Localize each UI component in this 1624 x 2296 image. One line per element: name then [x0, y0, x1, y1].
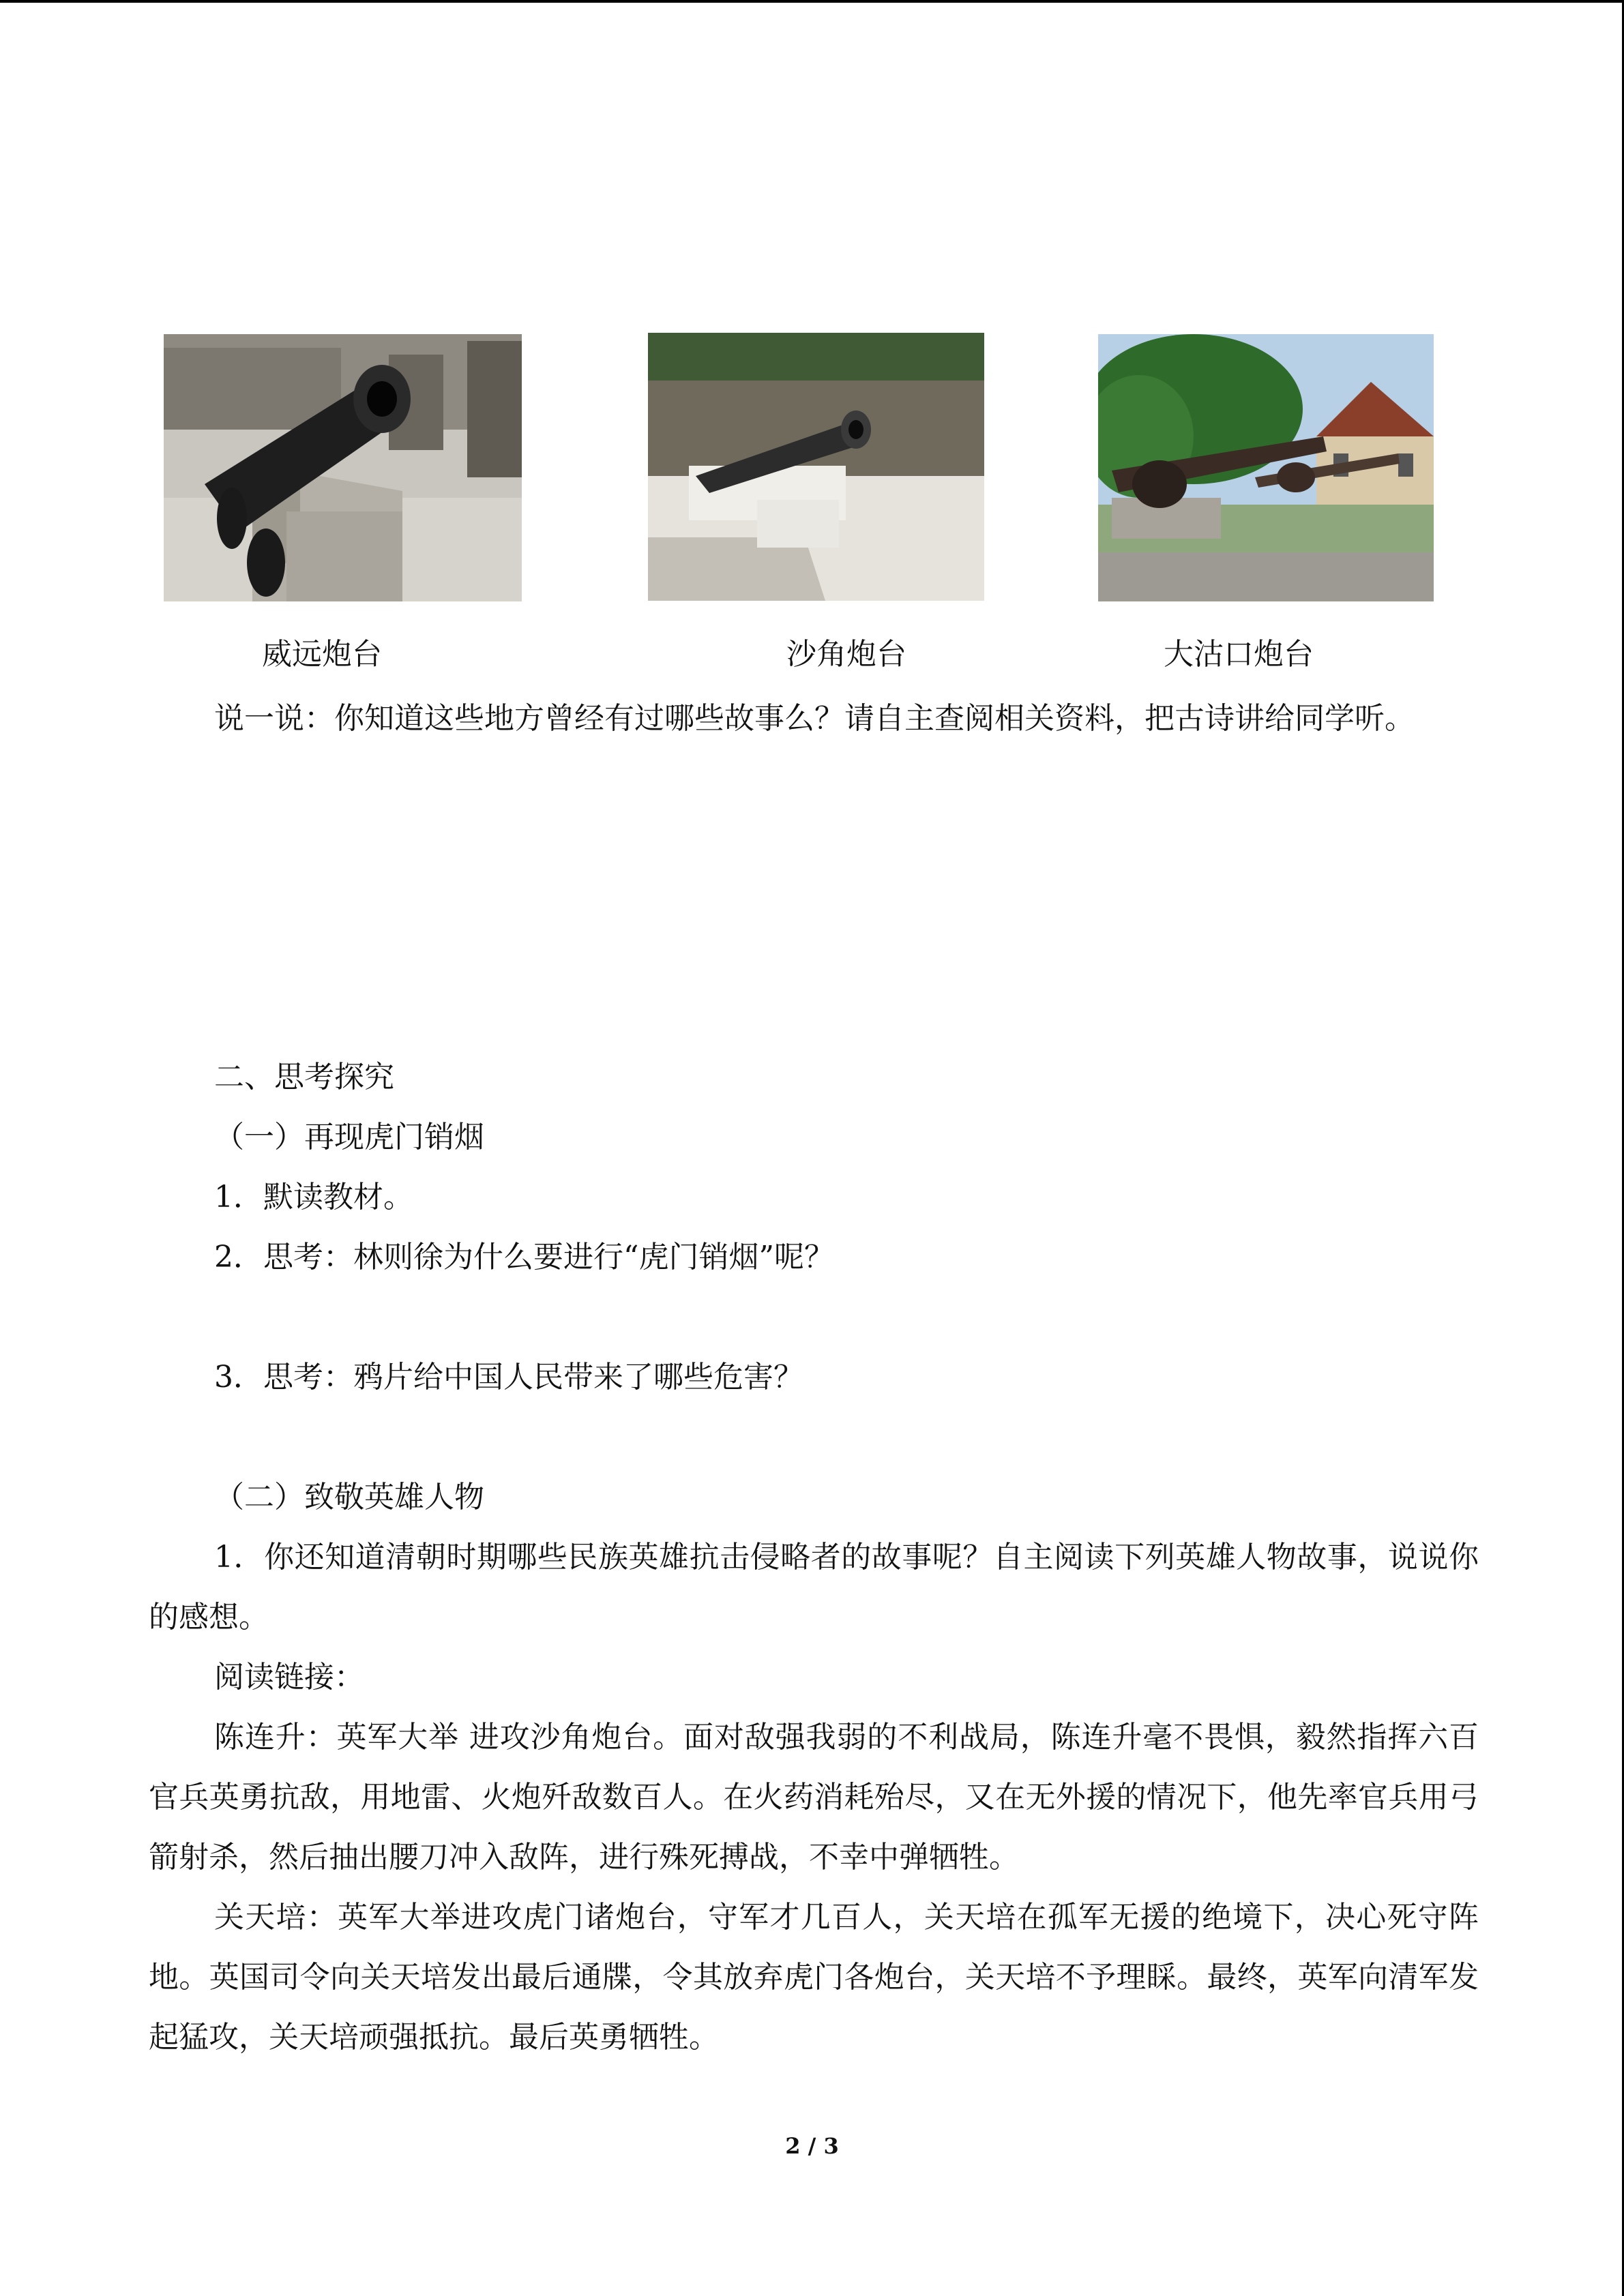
dagukou-fort-photo [1098, 334, 1434, 601]
shajiao-fort-caption: 沙角炮台 [786, 637, 906, 672]
list-item: 3．思考：鸦片给中国人民带来了哪些危害？ [214, 1360, 803, 1395]
story-guan-tianpei: 关天培：英军大举进攻虎门诸炮台，守军才几百人，关天培在孤军无援的绝境下，决心死守阵地。英国司令向关天培发出最后通牒，令其放弃虎门各炮台，关天培不予理睬。最终，英军向清军发起猛攻，关天培顽强抵抗。最后英勇牺牲。 [149, 1900, 1479, 2055]
top-border [0, 0, 1624, 3]
section-heading-think-explore: 二、思考探究 [214, 1060, 394, 1094]
list-item: 2．思考：林则徐为什么要进行“虎门销烟”呢？ [214, 1240, 834, 1274]
weiyuan-fort-photo [164, 334, 522, 601]
intro-paragraph: 说一说：你知道这些地方曾经有过哪些故事么？请自主查阅相关资料，把古诗讲给同学听。 [214, 701, 1415, 736]
dagukou-fort-caption: 大沽口炮台 [1164, 637, 1314, 672]
weiyuan-fort-caption: 威远炮台 [262, 637, 382, 672]
reading-link-label: 阅读链接： [214, 1660, 364, 1695]
list-item: 1．你还知道清朝时期哪些民族英雄抗击侵略者的故事呢？自主阅读下列英雄人物故事，说说你的感想。 [149, 1540, 1479, 1635]
subsection-heading-heroes: （二）致敬英雄人物 [214, 1480, 484, 1515]
shajiao-fort-photo [648, 333, 984, 601]
list-item: 1．默读教材。 [214, 1180, 413, 1214]
page-number: 2 / 3 [785, 2133, 839, 2159]
subsection-heading-humen: （一）再现虎门销烟 [214, 1120, 484, 1154]
story-chen-liansheng: 陈连升：英军大举 进攻沙角炮台。面对敌强我弱的不利战局，陈连升毫不畏惧，毅然指挥六百官兵英勇抗敌，用地雷、火炮歼敌数百人。在火药消耗殆尽，又在无外援的情况下，他先率官兵用弓箭射杀，然后抽出腰刀冲入敌阵，进行殊死搏战，不幸中弹牺牲。 [149, 1720, 1479, 1875]
